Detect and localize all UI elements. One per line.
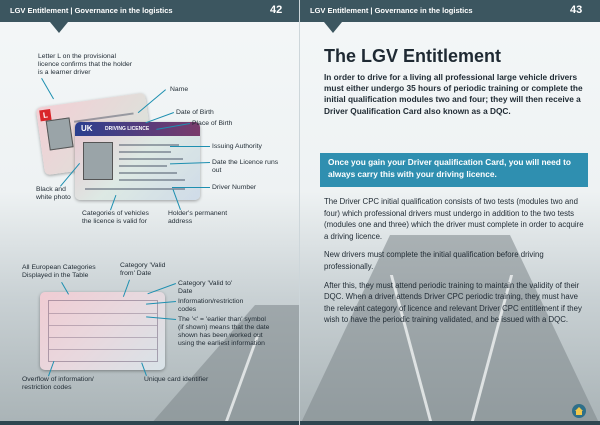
card-photo [83,142,113,180]
card-text-line [119,165,167,167]
label-all-eu: All European Categories Displayed in the Table [22,264,96,279]
label-categories: Categories of vehicles the licence is valid for [82,210,149,225]
page-title: The LGV Entitlement [324,46,502,66]
learner-l-mark: L [39,109,51,121]
callout-text: Once you gain your Driver qualification Card, you will need to always carry this with your driving licence. [328,157,571,179]
paragraph-3: After this, they must attend periodic training to maintain the validity of their DQC. When a driver attends Driver CPC periodic training, they must have the relevant category of licence and relevant Driver CPC entitlement if they wish to have the periodic training validated, and be issued with a DQC. [324,280,582,325]
label-info-codes: Information/restriction codes [178,298,244,313]
label-dob: Date of Birth [176,109,214,116]
home-icon [574,406,584,416]
card-text-line [119,151,171,153]
page-number: 42 [270,4,283,16]
pointer-line [172,187,210,188]
page-header [0,0,299,22]
card-text-line [119,158,183,160]
pointer-line [170,146,210,147]
page-footer [300,421,600,425]
label-issuing: Issuing Authority [212,143,262,150]
label-pob: Place of Birth [192,120,233,127]
label-photo: Black and white photo [36,186,71,201]
header-title: LGV Entitlement | Governance in the logistics [310,6,473,15]
right-page [300,0,600,425]
label-earlier-symbol: The '<' = 'earlier than' symbol (if shown) means that the date shown has been worked out using the earliest information [178,316,270,347]
callout-box [320,153,588,187]
paragraph-2: New drivers must complete the initial qualification before driving professionally. [324,250,544,271]
label-letter-l: Letter L on the provisional licence confirms that the holder is a learner driver [38,53,133,76]
card-driving-licence: DRIVING LICENCE [105,126,150,132]
card-photo [46,117,74,150]
page-footer [0,421,299,425]
page-header [300,0,600,22]
label-overflow: Overflow of information/ restriction codes [22,376,94,391]
label-valid-to: Category 'Valid to' Date [178,280,233,295]
label-unique-id: Unique card identifier [144,376,209,383]
label-name: Name [170,86,189,93]
header-notch [50,22,68,33]
body-text [324,196,588,333]
driving-licence-card [75,122,200,200]
label-date-runs-out: Date the Licence runs out [212,159,279,174]
header-notch [324,22,342,33]
header-title: LGV Entitlement | Governance in the logistics [10,6,173,15]
card-uk: UK [81,124,93,133]
paragraph-1: The Driver CPC initial qualification consists of two tests (modules two and four) which professional drivers must undergo in addition to the two tests (modules one and three) which the driver must complete in order to acquire a driving licence. [324,197,584,241]
card-text-line [119,172,177,174]
label-driver-number: Driver Number [212,184,257,191]
label-address: Holder's permanent address [168,210,228,225]
home-button[interactable] [572,404,586,418]
card-text-line [85,188,185,190]
category-table [48,300,158,362]
label-valid-from: Category 'Valid from' Date [120,262,166,277]
page-number: 43 [570,4,583,16]
intro-text: In order to drive for a living all professional large vehicle drivers must either undergo 35 hours of periodic training or complete the initial qualification modules two and four; they will then receive a Driver Qualification Card also known as a DQC. [324,72,583,116]
card-text-line [119,179,185,181]
